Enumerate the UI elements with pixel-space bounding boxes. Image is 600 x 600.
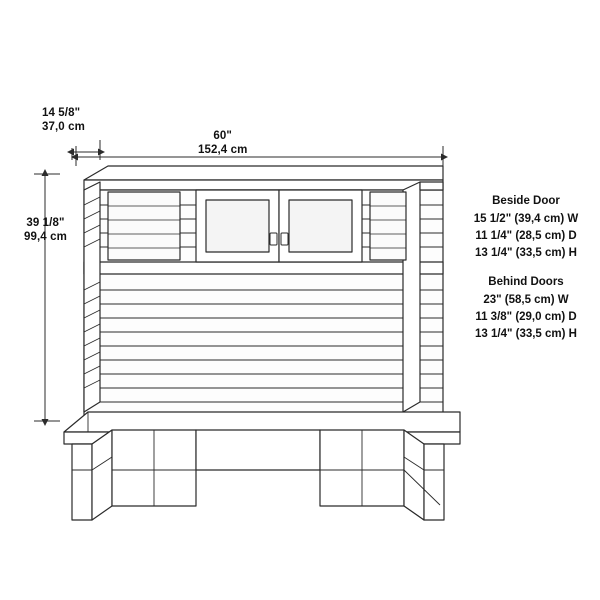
spec-title: Beside Door	[492, 195, 560, 207]
desk-base	[64, 412, 460, 520]
right-cubby	[370, 192, 406, 260]
spec-group-behind-doors	[456, 274, 596, 343]
desk-leg-left-outer	[72, 444, 92, 520]
center-door-left-inset	[206, 200, 269, 252]
desk-leg-right-inner	[404, 430, 424, 520]
spec-group-beside-door	[456, 193, 596, 262]
desk-top-surface	[64, 412, 460, 432]
hutch-top-front	[84, 166, 443, 180]
height-dimension-label	[24, 216, 67, 244]
width-dimension-label	[198, 129, 247, 157]
right-post-cap	[420, 182, 443, 190]
left-cubby	[108, 192, 180, 260]
width-imperial: 60"	[213, 130, 232, 142]
spec-line: 13 1/4" (33,5 cm) H	[475, 247, 577, 259]
spec-line: 15 1/2" (39,4 cm) W	[473, 213, 579, 225]
spec-title: Behind Doors	[488, 276, 564, 288]
hutch-mid-shelf	[84, 262, 443, 274]
desk-leg-right-outer	[424, 444, 444, 520]
height-metric: 99,4 cm	[24, 231, 67, 243]
width-metric: 152,4 cm	[198, 144, 248, 156]
hutch-top-edge	[84, 180, 443, 190]
desk-knee-space	[196, 430, 320, 470]
spec-line: 13 1/4" (33,5 cm) H	[475, 328, 577, 340]
depth-dimension-label	[42, 106, 85, 134]
center-door-right-inset	[289, 200, 352, 252]
spec-line: 23" (58,5 cm) W	[483, 294, 569, 306]
spec-line: 11 3/8" (29,0 cm) D	[475, 311, 577, 323]
desk-leg-left-inner	[92, 430, 112, 520]
depth-metric: 37,0 cm	[42, 121, 85, 133]
height-imperial: 39 1/8"	[26, 217, 65, 229]
hutch-body	[84, 166, 443, 418]
spec-line: 11 1/4" (28,5 cm) D	[475, 230, 577, 242]
compartment-spec-list	[456, 193, 596, 343]
depth-imperial: 14 5/8"	[42, 107, 81, 119]
